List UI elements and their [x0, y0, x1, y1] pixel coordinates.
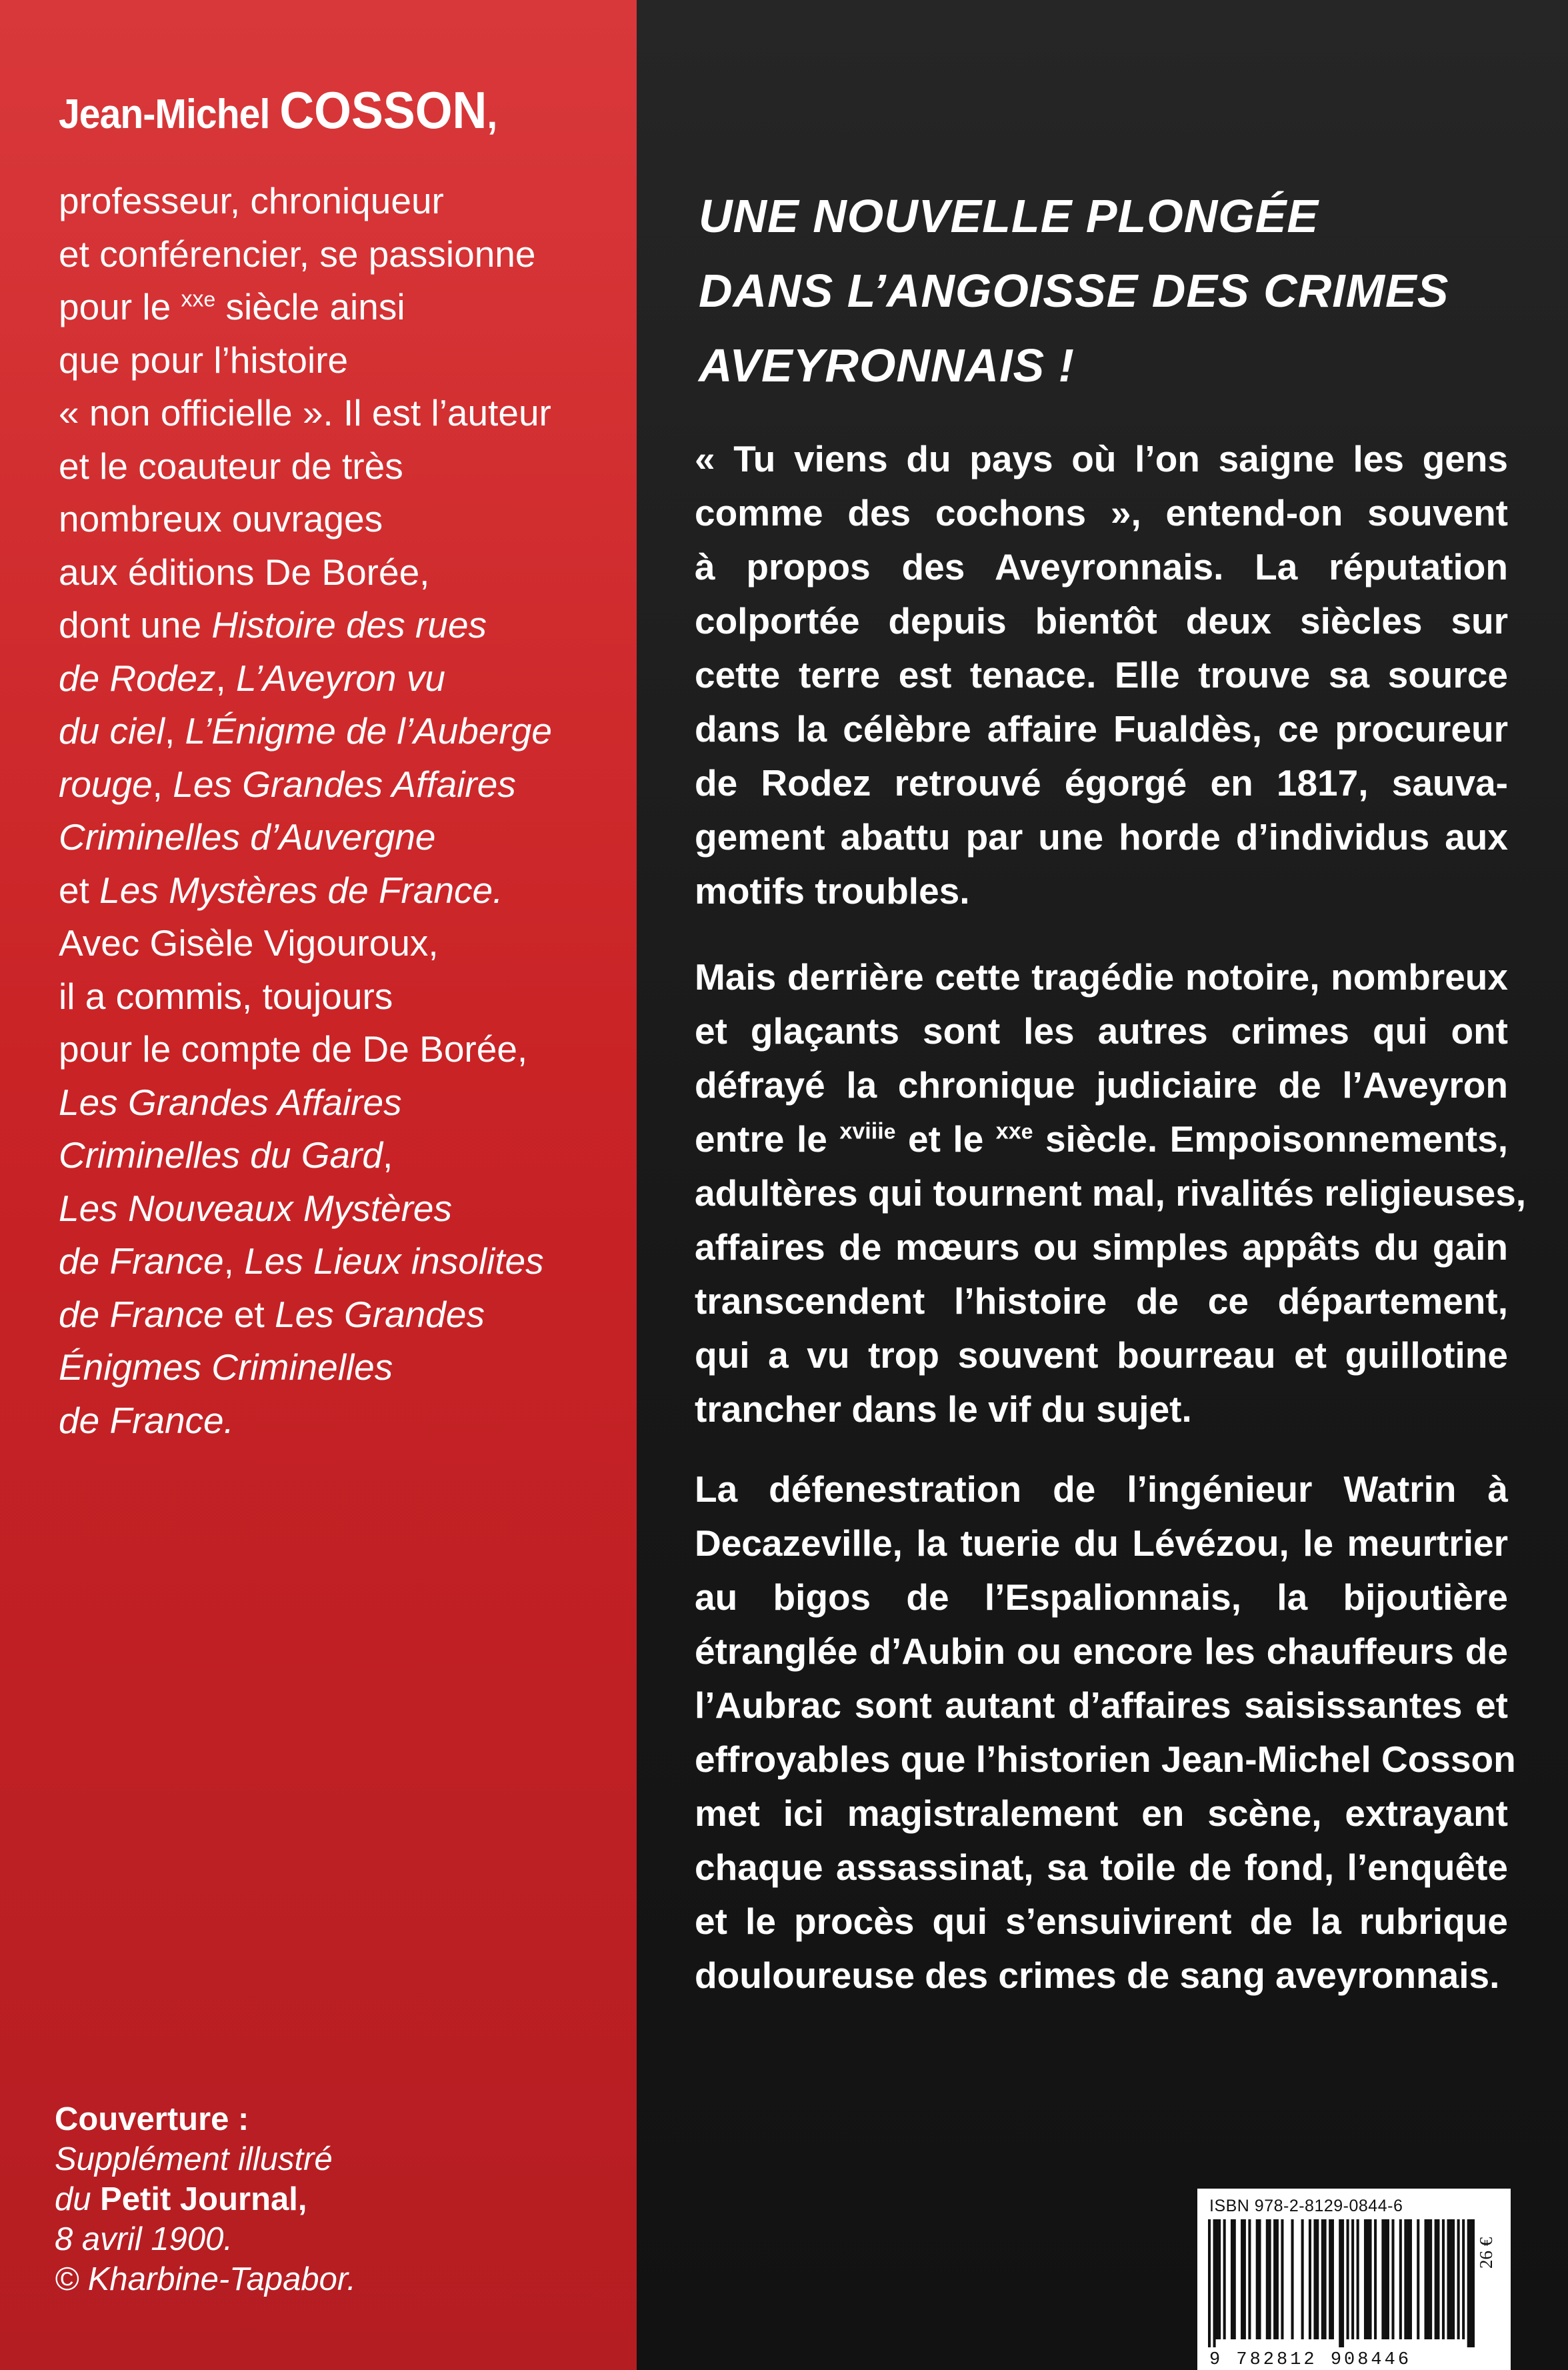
text-line: [59, 228, 619, 281]
barcode-bar: [1266, 2219, 1269, 2339]
text-segment: et le coauteur de très: [59, 445, 403, 487]
text-segment: comme des cochons », entend-on souvent: [695, 492, 1508, 533]
text-segment: que pour l’histoire: [59, 339, 349, 381]
text-segment: ,: [152, 763, 173, 805]
text-segment: effroyables que l’historien Jean-Michel Cosson: [695, 1738, 1516, 1780]
text-line: [695, 432, 1508, 486]
text-segment: motifs troubles.: [695, 870, 970, 912]
barcode-bar: [1276, 2219, 1279, 2339]
text-line: [695, 810, 1508, 864]
text-line: [59, 440, 619, 493]
text-segment: il a commis, toujours: [59, 975, 393, 1017]
text-segment: gement abattu par une horde d’individus aux: [695, 816, 1508, 858]
text-segment: adultères qui tournent mal, rivalités religieuses,: [695, 1172, 1527, 1214]
barcode-bar: [1269, 2219, 1271, 2339]
barcode-bar: [1324, 2219, 1327, 2339]
text-segment: siècle. Empoisonnements,: [1033, 1118, 1508, 1160]
barcode-bar: [1469, 2219, 1472, 2347]
text-segment: Les Grandes: [275, 1293, 485, 1335]
text-line: [55, 2139, 601, 2179]
text-segment: La défenestration de l’ingénieur Watrin à: [695, 1468, 1508, 1510]
barcode-bar: [1341, 2219, 1344, 2347]
barcode-bar: [1256, 2219, 1259, 2339]
barcode-bar: [1258, 2219, 1261, 2339]
text-segment: du: [55, 2181, 101, 2217]
text-segment: et glaçants sont les autres crimes qui ont: [695, 1010, 1508, 1052]
text-line: [59, 599, 619, 652]
headline-line: AVEYRONNAIS !: [699, 339, 1075, 391]
barcode-bar: [1273, 2219, 1276, 2339]
text-segment: professeur, chroniqueur: [59, 180, 444, 221]
barcode-bar: [1437, 2219, 1439, 2339]
text-line: [695, 756, 1508, 810]
text-line: [695, 1166, 1527, 1220]
text-segment: et le procès qui s’ensuivirent de la rubrique: [695, 1901, 1508, 1942]
text-segment: de France: [59, 1240, 224, 1282]
text-segment: ,: [164, 710, 185, 752]
text-segment: douloureuse des crimes de sang aveyronnais.: [695, 1955, 1500, 1996]
text-segment: aux éditions De Borée,: [59, 551, 430, 593]
text-segment: Les Grandes Affaires: [59, 1081, 402, 1123]
text-line: [59, 1288, 619, 1342]
barcode-bar: [1331, 2219, 1334, 2339]
text-line: [59, 758, 619, 812]
barcode-digits: 9 782812 908446: [1209, 2350, 1412, 2370]
barcode-bar: [1339, 2219, 1341, 2347]
barcode-bar: [1281, 2219, 1283, 2339]
text-segment: met ici magistralement en scène, extrayant: [695, 1793, 1508, 1834]
text-line: [59, 1076, 619, 1130]
text-segment: à propos des Aveyronnais. La réputation: [695, 546, 1508, 587]
text-segment: et conférencier, se passionne: [59, 233, 536, 275]
text-segment: et le: [895, 1118, 996, 1160]
text-line: [55, 2219, 601, 2259]
text-segment: affaires de mœurs ou simples appâts du gain: [695, 1226, 1508, 1268]
barcode-bar: [1472, 2219, 1475, 2347]
text-segment: Mais derrière cette tragédie notoire, nombreux: [695, 956, 1508, 998]
text-line: [59, 917, 619, 970]
text-segment: « non officielle ». Il est l’auteur: [59, 392, 551, 433]
text-segment: L’Aveyron vu: [236, 657, 445, 699]
text-segment: l’Aubrac sont autant d’affaires saisissantes et: [695, 1684, 1508, 1726]
text-segment: Histoire des rues: [211, 604, 487, 646]
text-segment: trancher dans le vif du sujet.: [695, 1388, 1192, 1430]
text-segment: © Kharbine-Tapabor.: [55, 2261, 356, 2297]
text-line: [59, 811, 619, 864]
text-segment: de Rodez retrouvé égorgé en 1817, sauva-: [695, 762, 1508, 804]
barcode-bar: [1384, 2219, 1387, 2339]
text-line: [695, 594, 1508, 648]
author-bio: [59, 175, 619, 1447]
text-line: [695, 1058, 1508, 1112]
barcode-bar: [1309, 2219, 1311, 2339]
barcode-box: [1197, 2189, 1511, 2370]
text-line: [695, 1678, 1508, 1732]
barcode-bar: [1462, 2219, 1465, 2339]
barcode-bar: [1329, 2219, 1331, 2339]
text-segment: rouge: [59, 763, 153, 805]
text-line: [55, 2099, 601, 2139]
text-line: [59, 1182, 619, 1236]
text-line: [695, 1462, 1508, 1516]
text-line: [59, 281, 619, 334]
barcode-bar: [1313, 2219, 1316, 2339]
barcode-bar: [1218, 2219, 1221, 2339]
barcode-bar: [1399, 2219, 1402, 2339]
barcode-bar: [1241, 2219, 1243, 2339]
text-line: [59, 1341, 619, 1394]
text-segment: « Tu viens du pays où l’on saigne les gens: [695, 438, 1508, 479]
blurb-paragraph-2: [695, 950, 1527, 1436]
text-segment: ,: [223, 1240, 245, 1282]
text-line: [59, 546, 619, 600]
barcode-bar: [1215, 2219, 1218, 2339]
text-line: [55, 2179, 601, 2219]
author-surname: COSSON: [279, 81, 487, 139]
text-segment: xx: [181, 286, 204, 312]
barcode-bar: [1447, 2219, 1449, 2339]
text-line: [695, 1732, 1516, 1787]
barcode-bar: [1427, 2219, 1429, 2339]
text-segment: dans la célèbre affaire Fualdès, ce procureur: [695, 708, 1508, 750]
author-name: [59, 80, 580, 141]
text-segment: cette terre est tenace. Elle trouve sa source: [695, 654, 1508, 696]
text-line: [55, 2259, 601, 2299]
barcode-bar: [1409, 2219, 1412, 2339]
text-segment: xviii: [839, 1118, 884, 1144]
barcode-bar: [1404, 2219, 1407, 2339]
text-line: [59, 1394, 619, 1448]
text-segment: Les Nouveaux Mystères: [59, 1187, 452, 1229]
barcode-bar: [1452, 2219, 1455, 2339]
text-segment: ,: [383, 1134, 393, 1176]
barcode-bar: [1291, 2219, 1294, 2339]
barcode-bar: [1449, 2219, 1452, 2339]
barcode-bar: [1231, 2219, 1233, 2339]
barcode-bar: [1248, 2219, 1251, 2339]
text-segment: siècle ainsi: [215, 286, 405, 327]
barcode-bar: [1374, 2219, 1377, 2339]
text-line: [695, 1112, 1508, 1166]
text-line: [59, 334, 619, 387]
isbn-label: ISBN 978-2-8129-0844-6: [1209, 2197, 1403, 2215]
price-label: 26 €: [1476, 2237, 1496, 2269]
text-line: [695, 1949, 1508, 2003]
text-line: [695, 540, 1508, 594]
text-segment: colportée depuis bientôt deux siècles sur: [695, 600, 1508, 642]
text-segment: 8 avril 1900.: [55, 2221, 233, 2257]
barcode-bar: [1391, 2219, 1394, 2339]
barcode-bar: [1351, 2219, 1354, 2339]
text-line: [695, 1382, 1508, 1436]
text-segment: pour le compte de De Borée,: [59, 1028, 528, 1070]
barcode-bar: [1357, 2219, 1359, 2339]
blurb-paragraph-3: [695, 1462, 1516, 2003]
text-segment: Petit Journal,: [100, 2181, 307, 2217]
text-segment: xx: [995, 1118, 1021, 1144]
text-line: [695, 1328, 1508, 1382]
barcode-bar: [1316, 2219, 1319, 2339]
headline: [699, 179, 1532, 403]
barcode-bar: [1301, 2219, 1304, 2339]
barcode-bar: [1223, 2219, 1226, 2339]
barcode-bar: [1457, 2219, 1460, 2339]
barcode-bar: [1208, 2219, 1211, 2347]
text-segment: étranglée d’Aubin ou encore les chauffeurs de: [695, 1630, 1508, 1672]
text-segment: de Rodez: [59, 657, 216, 699]
text-segment: Criminelles du Gard: [59, 1134, 383, 1176]
text-line: [695, 702, 1508, 756]
text-line: [695, 1841, 1508, 1895]
text-line: [695, 648, 1508, 702]
text-line: [695, 1516, 1508, 1570]
text-segment: Criminelles d’Auvergne: [59, 816, 436, 858]
barcode-bar: [1417, 2219, 1419, 2339]
text-line: [695, 1220, 1508, 1274]
text-segment: e: [883, 1119, 896, 1144]
text-segment: dont une: [59, 604, 212, 646]
blurb-paragraph-1: [695, 432, 1508, 918]
text-line: [59, 387, 619, 440]
text-line: [59, 652, 619, 706]
text-segment: chaque assassinat, sa toile de fond, l’enquête: [695, 1847, 1508, 1888]
text-line: [59, 493, 619, 546]
text-segment: et: [223, 1293, 275, 1335]
barcode-bar: [1321, 2219, 1324, 2339]
barcode-bar: [1442, 2219, 1445, 2339]
barcode-bar: [1347, 2219, 1349, 2339]
text-segment: au bigos de l’Espalionnais, la bijoutière: [695, 1576, 1508, 1618]
text-line: [695, 1787, 1508, 1841]
text-line: [59, 1023, 619, 1076]
text-segment: Avec Gisèle Vigouroux,: [59, 922, 439, 964]
barcode-bar: [1213, 2219, 1216, 2347]
barcode-bar: [1425, 2219, 1427, 2339]
text-segment: nombreux ouvrages: [59, 498, 383, 539]
text-line: [695, 950, 1508, 1004]
text-segment: qui a vu trop souvent bourreau et guillotine: [695, 1334, 1508, 1376]
barcode-bar: [1435, 2219, 1437, 2339]
text-segment: du ciel: [59, 710, 165, 752]
headline-line: DANS L’ANGOISSE DES CRIMES: [699, 265, 1449, 317]
headline-line: UNE NOUVELLE PLONGÉE: [699, 190, 1319, 242]
barcode-bar: [1407, 2219, 1409, 2339]
text-segment: L’Énigme de l’Auberge: [185, 710, 552, 752]
barcode-bar: [1387, 2219, 1389, 2339]
barcode-bar: [1243, 2219, 1246, 2339]
barcode-bar: [1429, 2219, 1432, 2339]
text-segment: pour le: [59, 286, 181, 327]
barcode-bars: [1208, 2219, 1475, 2347]
author-comma: ,: [487, 91, 497, 137]
text-line: [59, 175, 619, 228]
barcode-bar: [1381, 2219, 1384, 2339]
barcode-bar: [1367, 2219, 1369, 2339]
text-line: [695, 1570, 1508, 1624]
text-segment: défrayé la chronique judiciaire de l’Aveyron: [695, 1064, 1508, 1106]
text-segment: entre le: [695, 1118, 840, 1160]
author-first-name: Jean-Michel: [59, 91, 270, 137]
text-line: [695, 1895, 1508, 1949]
text-line: [695, 1004, 1508, 1058]
text-segment: Decazeville, la tuerie du Lévézou, le meurtrier: [695, 1522, 1508, 1564]
text-segment: transcendent l’histoire de ce département,: [695, 1280, 1508, 1322]
text-line: [695, 486, 1508, 540]
barcode-bar: [1364, 2219, 1367, 2339]
text-segment: Énigmes Criminelles: [59, 1346, 393, 1388]
barcode-bar: [1233, 2219, 1236, 2339]
text-segment: et: [59, 869, 100, 911]
text-line: [695, 864, 1508, 918]
text-line: [695, 1624, 1508, 1678]
text-line: [59, 864, 619, 918]
text-line: [59, 1235, 619, 1288]
text-segment: Les Lieux insolites: [244, 1240, 544, 1282]
text-segment: de France: [59, 1293, 224, 1335]
barcode-bar: [1467, 2219, 1470, 2347]
barcode-bar: [1369, 2219, 1372, 2339]
text-line: [59, 705, 619, 758]
text-segment: Couverture :: [55, 2101, 249, 2137]
text-segment: Supplément illustré: [55, 2141, 333, 2177]
text-segment: e: [1021, 1119, 1033, 1144]
text-segment: e: [203, 287, 216, 311]
text-line: [59, 1129, 619, 1182]
text-segment: Les Mystères de France.: [99, 869, 503, 911]
text-segment: de France.: [59, 1399, 234, 1441]
text-segment: Les Grandes Affaires: [173, 763, 516, 805]
text-line: [59, 970, 619, 1024]
cover-credit: [55, 2099, 601, 2299]
text-line: [695, 1274, 1508, 1328]
text-segment: ,: [215, 657, 237, 699]
